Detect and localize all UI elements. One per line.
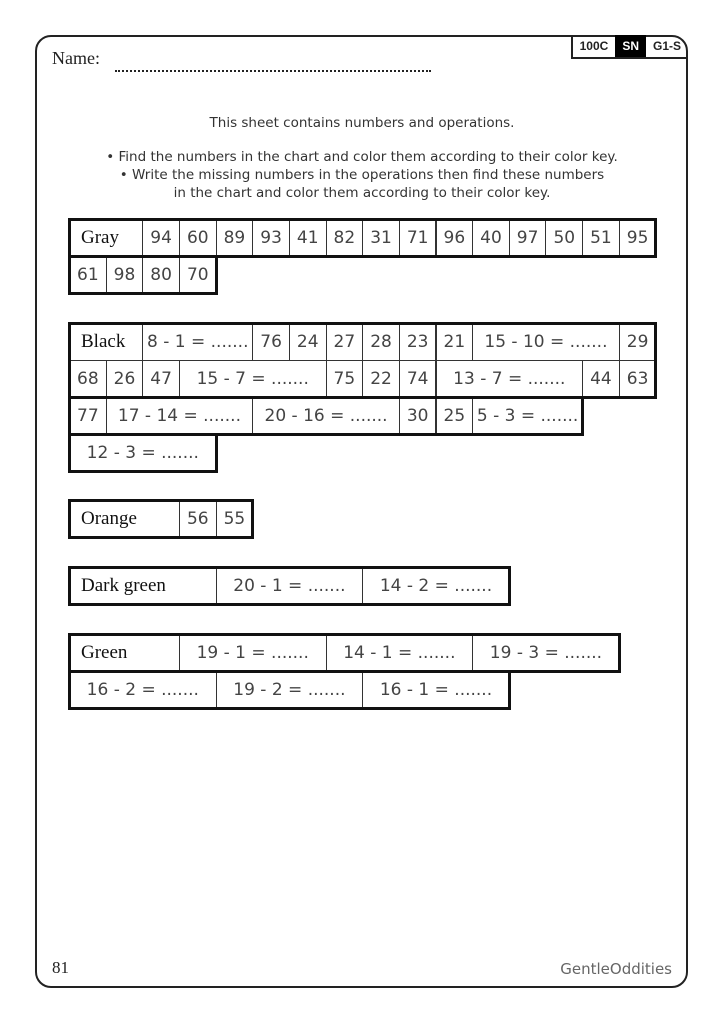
black-cell[interactable]: 20 - 16 = ....... — [252, 397, 400, 435]
gray-cell[interactable]: 71 — [399, 219, 437, 257]
green-cell[interactable]: 19 - 2 = ....... — [216, 671, 364, 709]
gray-key-label: Gray — [69, 219, 143, 257]
orange-key-label: Orange — [69, 500, 180, 538]
instruction-2: • Write the missing numbers in the operations then find these numbers — [119, 167, 605, 183]
instruction-3: in the chart and color them according to their color key. — [173, 185, 551, 201]
gray-cell[interactable]: 41 — [289, 219, 327, 257]
black-cell[interactable]: 24 — [289, 323, 327, 361]
gray-cell[interactable]: 95 — [619, 219, 657, 257]
green-cell[interactable]: 19 - 3 = ....... — [472, 634, 620, 672]
page-number: 81 — [52, 958, 69, 977]
black-cell[interactable]: 47 — [142, 360, 180, 398]
black-cell[interactable]: 17 - 14 = ....... — [106, 397, 254, 435]
gray-cell[interactable]: 51 — [582, 219, 620, 257]
gray-cell[interactable]: 98 — [106, 256, 144, 294]
green-cell[interactable]: 19 - 1 = ....... — [179, 634, 327, 672]
gray-cell[interactable]: 50 — [545, 219, 583, 257]
black-cell[interactable]: 15 - 10 = ....... — [472, 323, 620, 361]
code-type: SN — [615, 35, 646, 57]
black-cell[interactable]: 26 — [106, 360, 144, 398]
gray-cell[interactable]: 89 — [216, 219, 254, 257]
brand-logo: GentleOddities — [560, 960, 672, 978]
green-cell[interactable]: 14 - 1 = ....... — [326, 634, 474, 672]
name-label: Name: — [52, 48, 100, 68]
green-cell[interactable]: 16 - 1 = ....... — [362, 671, 510, 709]
black-cell[interactable]: 75 — [326, 360, 364, 398]
black-cell[interactable]: 63 — [619, 360, 657, 398]
gray-cell[interactable]: 96 — [436, 219, 474, 257]
dark-green-cell[interactable]: 14 - 2 = ....... — [362, 567, 510, 605]
black-cell[interactable]: 28 — [362, 323, 400, 361]
gray-cell[interactable]: 40 — [472, 219, 510, 257]
black-cell[interactable]: 68 — [69, 360, 107, 398]
black-cell[interactable]: 76 — [252, 323, 290, 361]
black-key-label: Black — [69, 323, 143, 361]
black-cell[interactable]: 30 — [399, 397, 437, 435]
black-cell[interactable]: 22 — [362, 360, 400, 398]
gray-cell[interactable]: 82 — [326, 219, 364, 257]
dark-green-cell[interactable]: 20 - 1 = ....... — [216, 567, 364, 605]
worksheet-code — [571, 35, 688, 59]
code-grade: G1-S — [652, 39, 681, 53]
gray-cell[interactable]: 93 — [252, 219, 290, 257]
black-cell[interactable]: 15 - 7 = ....... — [179, 360, 327, 398]
black-cell[interactable]: 29 — [619, 323, 657, 361]
gray-cell[interactable]: 80 — [142, 256, 180, 294]
green-key-label: Green — [69, 634, 180, 672]
gray-cell[interactable]: 60 — [179, 219, 217, 257]
black-cell[interactable]: 12 - 3 = ....... — [69, 434, 217, 472]
black-cell[interactable]: 25 — [436, 397, 474, 435]
black-cell[interactable]: 21 — [436, 323, 474, 361]
orange-cell[interactable]: 56 — [179, 500, 217, 538]
black-cell[interactable]: 77 — [69, 397, 107, 435]
gray-cell[interactable]: 61 — [69, 256, 107, 294]
black-cell[interactable]: 44 — [582, 360, 620, 398]
intro-text: This sheet contains numbers and operations. — [209, 115, 515, 131]
black-cell[interactable]: 27 — [326, 323, 364, 361]
dark-green-key-label: Dark green — [69, 567, 217, 605]
green-cell[interactable]: 16 - 2 = ....... — [69, 671, 217, 709]
instruction-1: • Find the numbers in the chart and color them according to their color key. — [106, 149, 618, 165]
black-cell[interactable]: 23 — [399, 323, 437, 361]
name-field[interactable] — [115, 70, 431, 72]
black-cell[interactable]: 13 - 7 = ....... — [436, 360, 584, 398]
gray-cell[interactable]: 97 — [509, 219, 547, 257]
code-level: 100C — [579, 39, 609, 53]
black-cell[interactable]: 8 - 1 = ....... — [142, 323, 253, 361]
black-cell[interactable]: 5 - 3 = ....... — [472, 397, 583, 435]
gray-cell[interactable]: 94 — [142, 219, 180, 257]
gray-cell[interactable]: 31 — [362, 219, 400, 257]
orange-cell[interactable]: 55 — [216, 500, 254, 538]
gray-cell[interactable]: 70 — [179, 256, 217, 294]
black-cell[interactable]: 74 — [399, 360, 437, 398]
